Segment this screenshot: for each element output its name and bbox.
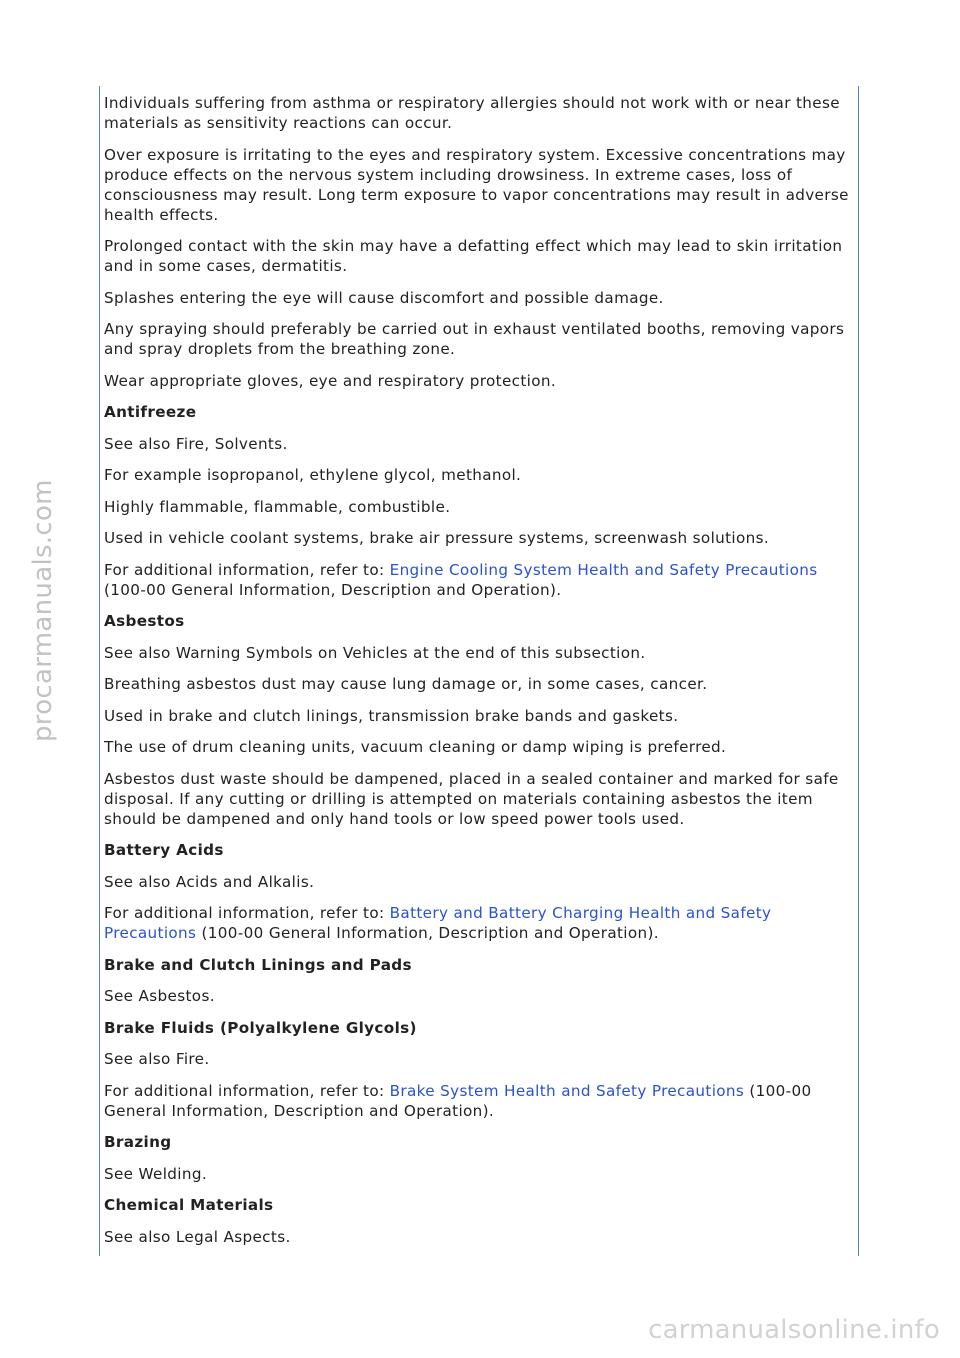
left-rule xyxy=(99,86,100,1256)
side-watermark: procarmanuals.com xyxy=(28,479,58,742)
body-paragraph: Over exposure is irritating to the eyes and respiratory system. Excessive concentrations may produce effects on the nervous system including drowsiness. In extreme cases, loss of consciousness may result. Long term exposure to vapor concentrations may result in adverse health effects. xyxy=(104,145,849,224)
section-heading: Antifreeze xyxy=(104,403,197,421)
reference-prefix: For additional information, refer to: xyxy=(104,1081,390,1100)
body-paragraph: See also Fire, Solvents. xyxy=(104,434,288,453)
section-heading: Brake and Clutch Linings and Pads xyxy=(104,955,412,974)
reference-link[interactable]: Brake System Health and Safety Precautions xyxy=(389,1081,745,1100)
body-paragraph: The use of drum cleaning units, vacuum cleaning or damp wiping is preferred. xyxy=(104,738,727,756)
section-heading: Chemical Materials xyxy=(104,1196,274,1214)
reference-suffix: (100-00 General Information, Description and Operation). xyxy=(196,924,659,942)
reference-paragraph xyxy=(104,903,856,943)
reference-link[interactable]: Engine Cooling System Health and Safety Precautions xyxy=(389,560,818,579)
reference-prefix: For additional information, refer to: xyxy=(104,904,390,922)
body-paragraph: Prolonged contact with the skin may have a defatting effect which may lead to skin irritation and in some cases, dermatitis. xyxy=(104,237,843,275)
body-paragraph: Highly flammable, flammable, combustible. xyxy=(104,497,451,516)
body-paragraph: See also Warning Symbols on Vehicles at the end of this subsection. xyxy=(104,643,646,662)
body-paragraph: Any spraying should preferably be carried out in exhaust ventilated booths, removing vapors and spray droplets from the breathing zone. xyxy=(104,320,845,358)
body-paragraph: Individuals suffering from asthma or respiratory allergies should not work with or near these materials as sensitivity reactions can occur. xyxy=(104,94,840,132)
body-paragraph: See also Fire. xyxy=(104,1050,210,1068)
reference-paragraph xyxy=(104,1081,856,1121)
body-paragraph: Wear appropriate gloves, eye and respiratory protection. xyxy=(104,371,557,390)
section-heading: Asbestos xyxy=(104,612,185,630)
body-paragraph: For example isopropanol, ethylene glycol, methanol. xyxy=(104,466,522,484)
reference-link[interactable]: Battery and Battery Charging Health and Safety Precautions xyxy=(104,904,772,942)
document-body xyxy=(104,93,856,1258)
reference-suffix: (100-00 General Information, Description and Operation). xyxy=(104,1081,812,1120)
body-paragraph: Splashes entering the eye will cause discomfort and possible damage. xyxy=(104,288,664,307)
body-paragraph: Used in brake and clutch linings, transmission brake bands and gaskets. xyxy=(104,706,679,725)
section-heading: Battery Acids xyxy=(104,841,224,859)
right-rule xyxy=(858,86,859,1256)
bottom-watermark: carmanualsonline.info xyxy=(648,1315,940,1345)
body-paragraph: Used in vehicle coolant systems, brake air pressure systems, screenwash solutions. xyxy=(104,529,770,547)
reference-prefix: For additional information, refer to: xyxy=(104,560,390,579)
section-heading: Brazing xyxy=(104,1133,172,1151)
body-paragraph: See also Legal Aspects. xyxy=(104,1227,291,1246)
reference-paragraph xyxy=(104,560,856,600)
body-paragraph: See also Acids and Alkalis. xyxy=(104,872,315,891)
reference-suffix: (100-00 General Information, Description and Operation). xyxy=(104,580,562,599)
section-heading: Brake Fluids (Polyalkylene Glycols) xyxy=(104,1018,417,1037)
body-paragraph: See Welding. xyxy=(104,1164,207,1183)
body-paragraph: Asbestos dust waste should be dampened, placed in a sealed container and marked for safe disposal. If any cutting or drilling is attempted on materials containing asbestos the item should be dampened and only hand tools or low speed power tools used. xyxy=(104,769,839,828)
body-paragraph: See Asbestos. xyxy=(104,987,215,1005)
body-paragraph: Breathing asbestos dust may cause lung damage or, in some cases, cancer. xyxy=(104,675,708,693)
